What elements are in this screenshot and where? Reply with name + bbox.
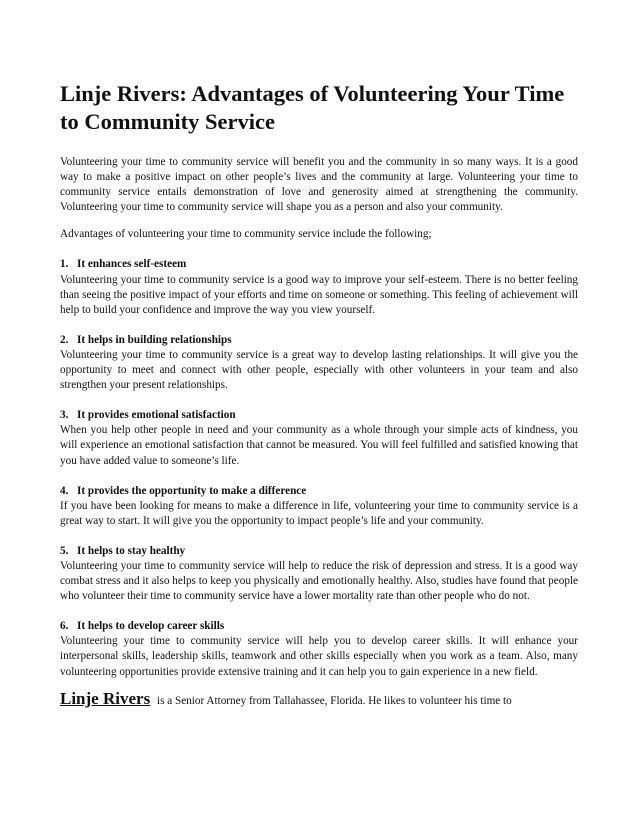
advantage-section-2 [60,333,578,393]
intro-paragraph: Volunteering your time to community service will benefit you and the community in so many ways. It is a good way to make a positive impact on other people’s lives and the community at large. Volunteering your time to community service entails demonstration of love and generosity aimed at strengthening the community. Volunteering your time to community service will shape you as a person and also your community. [60,156,578,214]
advantage-heading [60,619,578,634]
advantage-body: Volunteering your time to community service is a good way to improve your self-esteem. There is no better feeling than seeing the positive impact of your efforts and time on someone or something. This feeling of achievement will help to build your confidence and improve the way you view yourself. [60,273,578,316]
advantage-section-3 [60,408,578,468]
advantage-heading-text: It helps to stay healthy [77,544,186,557]
advantage-heading [60,257,578,272]
advantage-number: 4. [60,484,69,497]
advantage-body: Volunteering your time to community service will help you to develop career skills. It will enhance your interpersonal skills, leadership skills, teamwork and other skills especially when you work as a team. Also, many volunteering opportunities provide extensive training and it can help you to gain experience in a new field. [60,635,578,678]
advantage-section-1 [60,257,578,317]
author-name: Linje Rivers [60,689,151,708]
advantage-heading-text: It provides the opportunity to make a difference [77,484,307,497]
advantage-number: 6. [60,620,69,633]
advantage-heading-text: It helps to develop career skills [77,620,225,633]
advantage-heading-text: It helps in building relationships [77,333,232,346]
advantage-number: 2. [60,333,69,346]
advantage-section-4 [60,484,578,529]
advantage-heading [60,544,578,559]
advantage-section-6 [60,619,578,679]
advantages-intro: Advantages of volunteering your time to community service include the following; [60,228,432,241]
advantage-number: 1. [60,258,69,271]
advantage-heading [60,484,578,499]
author-bio [60,690,578,710]
advantage-body: If you have been looking for means to make a difference in life, volunteering your time to community service is a great way to start. It will give you the opportunity to impact people’s life and your community. [60,499,578,527]
advantage-heading [60,333,578,348]
advantage-number: 3. [60,409,69,422]
advantage-number: 5. [60,544,69,557]
advantage-heading [60,408,578,423]
document-page [60,80,578,710]
advantage-section-5 [60,544,578,604]
advantage-body: When you help other people in need and your community as a whole through your simple acts of kindness, you will experience an emotional satisfaction that cannot be measured. You will feel fulfilled and satisfied knowing that you have added value to someone’s life. [60,424,578,467]
advantage-heading-text: It provides emotional satisfaction [77,409,236,422]
advantage-heading-text: It enhances self-esteem [77,258,187,271]
document-title: Linje Rivers: Advantages of Volunteering Your Time to Community Service [60,81,565,134]
advantage-body: Volunteering your time to community service will help to reduce the risk of depression and stress. It is a good way combat stress and it also helps to keep you physically and emotionally healthy. Also, studies have found that people who volunteer their time to community service have a lower mortality rate than other people who do not. [60,559,578,603]
advantage-body: Volunteering your time to community service is a great way to develop lasting relationships. It will give you the opportunity to meet and connect with other people, especially with other volunteers in your team and also strengthen your present relationships. [60,348,578,392]
author-bio-text: is a Senior Attorney from Tallahassee, Florida. He likes to volunteer his time to [156,694,512,707]
